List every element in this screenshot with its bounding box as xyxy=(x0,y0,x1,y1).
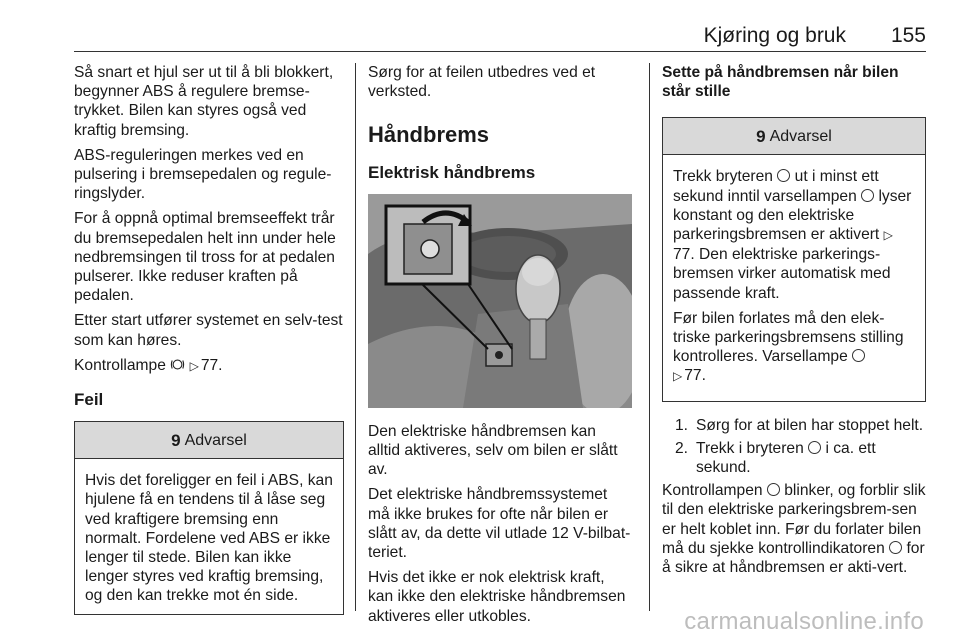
page-reference[interactable]: 77. xyxy=(200,356,223,374)
column-2 xyxy=(368,63,632,632)
warning-header xyxy=(663,118,925,155)
section-heading: Håndbrems xyxy=(368,122,490,148)
paragraph: For å oppnå optimal bremseeffekt trår du bremsepedalen helt inn under hele nedbremsingen til tross for at pedalen pulserer. Ikke reduser kraften på pedalen. xyxy=(74,210,336,305)
page-number: 155 xyxy=(890,24,926,47)
subsection-heading: Elektrisk håndbrems xyxy=(368,162,536,182)
page-reference[interactable]: 77. xyxy=(684,367,706,385)
warning-title: Advarsel xyxy=(184,431,247,449)
warning-icon: 9 xyxy=(756,126,766,146)
section-heading: Feil xyxy=(74,390,104,410)
warning-paragraph xyxy=(673,309,915,387)
warning-text: Trekk bryteren xyxy=(673,168,773,186)
warning-icon: 9 xyxy=(171,430,181,450)
paragraph: ABS-reguleringen merkes ved en pulsering i bremsepedalen og regule-ringslyder. xyxy=(74,146,332,203)
paragraph: Sørg for at feilen utbedres ved et verksted. xyxy=(368,64,596,101)
step-number: 1. xyxy=(674,416,688,434)
page-ref-icon: ▷ xyxy=(883,228,893,243)
warning-box xyxy=(74,421,344,614)
column-divider xyxy=(355,63,356,611)
paragraph xyxy=(74,356,344,376)
list-item xyxy=(662,416,926,435)
chapter-title: Kjøring og bruk xyxy=(703,24,846,47)
warning-title: Advarsel xyxy=(769,127,832,145)
warning-header xyxy=(75,422,343,459)
paragraph-text: for å sikre at håndbremsen er akti-vert. xyxy=(662,539,925,577)
warning-text: Før bilen forlates må den elek-triske parkeringsbremsens stilling kontrolleres. Varsellampe xyxy=(673,309,904,366)
parking-brake-icon xyxy=(777,169,790,182)
warning-body: Hvis det foreligger en feil i ABS, kan hjulene få en tendens til å låse seg ved kraftigere bremsing enn normalt. Fordelene ved ABS er ikke lenger til stede. Bilen kan ikke lenger styres ved kraftig bremsing, og den kan trekke mot én side. xyxy=(85,472,333,605)
column-divider xyxy=(649,63,650,611)
warning-text: lyser konstant og den elektriske parkeringsbremsen er aktivert xyxy=(673,187,912,244)
list-item xyxy=(662,439,926,477)
paragraph-text: Kontrollampe xyxy=(74,356,166,374)
paragraph-text: blinker, og forblir slik til den elektriske parkeringsbrem-sen er helt koblet inn. Før du forlater bilen må du sjekke kontrollindikatoren xyxy=(662,482,926,557)
step-text-part: Trekk i bryteren xyxy=(696,439,804,457)
warning-box xyxy=(662,117,926,401)
page-ref-icon: ▷ xyxy=(673,369,683,384)
step-number: 2. xyxy=(674,439,688,457)
step-text-part: i ca. ett sekund. xyxy=(696,439,876,477)
paragraph: Etter start utfører systemet en selv-test som kan høres. xyxy=(74,312,343,349)
paragraph: Så snart et hjul ser ut til å bli blokkert, begynner ABS å regulere bremse-trykket. Bilen kan styres også ved kraftig bremsing. xyxy=(74,64,334,139)
paragraph-text: Kontrollampen xyxy=(662,482,763,500)
warning-text: ut i minst ett sekund inntil varsellampen xyxy=(673,168,879,205)
column-3 xyxy=(662,63,926,583)
paragraph: Den elektriske håndbremsen kan alltid aktiveres, selv om bilen er slått av. xyxy=(368,422,618,479)
paragraph: Hvis det ikke er nok elektrisk kraft, kan ikke den elektriske håndbremsen aktiveres eller utkobles. xyxy=(368,569,626,625)
warning-paragraph xyxy=(673,167,915,302)
header-divider xyxy=(74,51,926,52)
parking-brake-icon xyxy=(861,189,874,202)
step-text: Sørg for at bilen har stoppet helt. xyxy=(696,416,924,434)
paragraph xyxy=(662,481,926,577)
watermark: carmanualsonline.info xyxy=(684,608,924,635)
page-reference[interactable]: 77. Den elektriske parkerings-bremsen virker automatisk med passende kraft. xyxy=(673,246,891,302)
parking-brake-icon xyxy=(767,483,780,496)
section-heading: Sette på håndbremsen når bilen står stille xyxy=(662,64,899,101)
parking-brake-icon xyxy=(808,441,821,454)
page-header xyxy=(74,24,926,54)
page-ref-icon: ▷ xyxy=(189,358,199,373)
parking-brake-icon xyxy=(889,541,902,554)
abs-warning-icon xyxy=(170,358,185,371)
parking-brake-icon xyxy=(852,349,865,362)
column-1 xyxy=(74,63,344,629)
paragraph: Det elektriske håndbremssystemet må ikke brukes for ofte når bilen er slått av, da dette vil utlade 12 V-bilbat-teriet. xyxy=(368,486,631,562)
step-text xyxy=(696,439,926,477)
parking-brake-illustration xyxy=(368,194,632,408)
warning-body xyxy=(663,155,925,400)
